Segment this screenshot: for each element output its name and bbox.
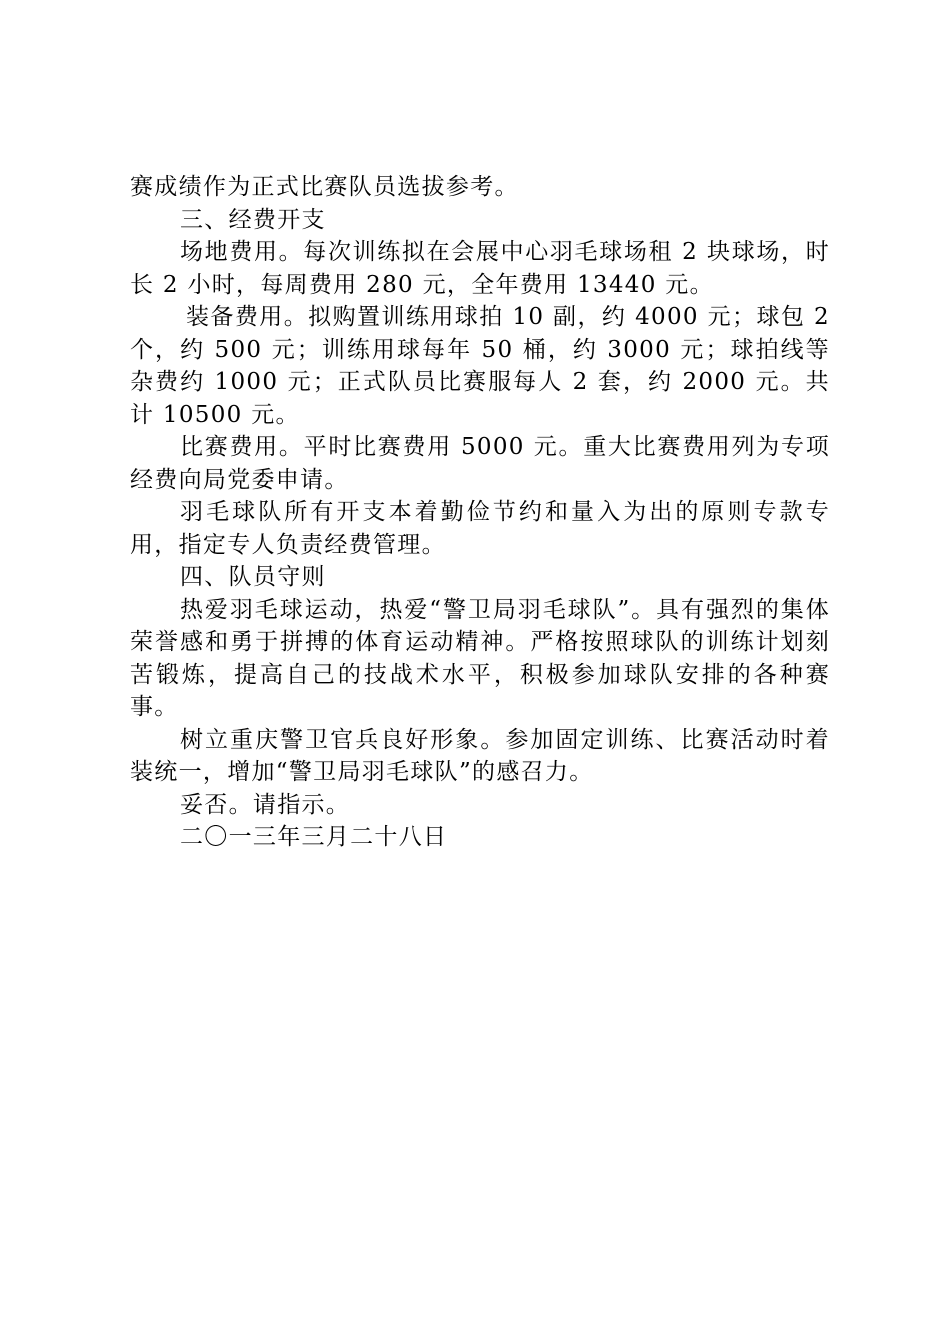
document-body [130,171,830,854]
paragraph-continuation: 赛成绩作为正式比赛队员选拔参考。 [130,174,519,200]
paragraph-request: 妥否。请指示。 [180,791,351,818]
paragraph-match-cost: 比赛费用。平时比赛费用 5000 元。重大比赛费用列为专项经费向局党委申请。 [130,434,830,493]
paragraph-expense-principle: 羽毛球队所有开支本着勤俭节约和量入为出的原则专款专用，指定专人负责经费管理。 [130,499,830,558]
paragraph-equipment-cost: 装备费用。拟购置训练用球拍 10 副，约 4000 元；球包 2 个，约 500 元；训练用球每年 50 桶，约 3000 元；球拍线等杂费约 1000 元；正式队员比赛服每人 2 套，约 2000 元。共计 10500 元。 [130,304,830,428]
paragraph-rule-spirit: 热爱羽毛球运动，热爱“警卫局羽毛球队”。具有强烈的集体荣誉感和勇于拼搏的体育运动精神。严格按照球队的训练计划刻苦锻炼，提高自己的技战术水平，积极参加球队安排的各种赛事。 [130,596,830,720]
paragraph-rule-image: 树立重庆警卫官兵良好形象。参加固定训练、比赛活动时着装统一，增加“警卫局羽毛球队”的感召力。 [130,726,830,785]
document-date: 二〇一三年三月二十八日 [180,824,448,850]
section-heading-rules: 四、队员守则 [180,564,326,590]
paragraph-venue-cost: 场地费用。每次训练拟在会展中心羽毛球场租 2 块球场，时长 2 小时，每周费用 280 元，全年费用 13440 元。 [130,239,830,298]
section-heading-funding: 三、经费开支 [180,206,326,233]
